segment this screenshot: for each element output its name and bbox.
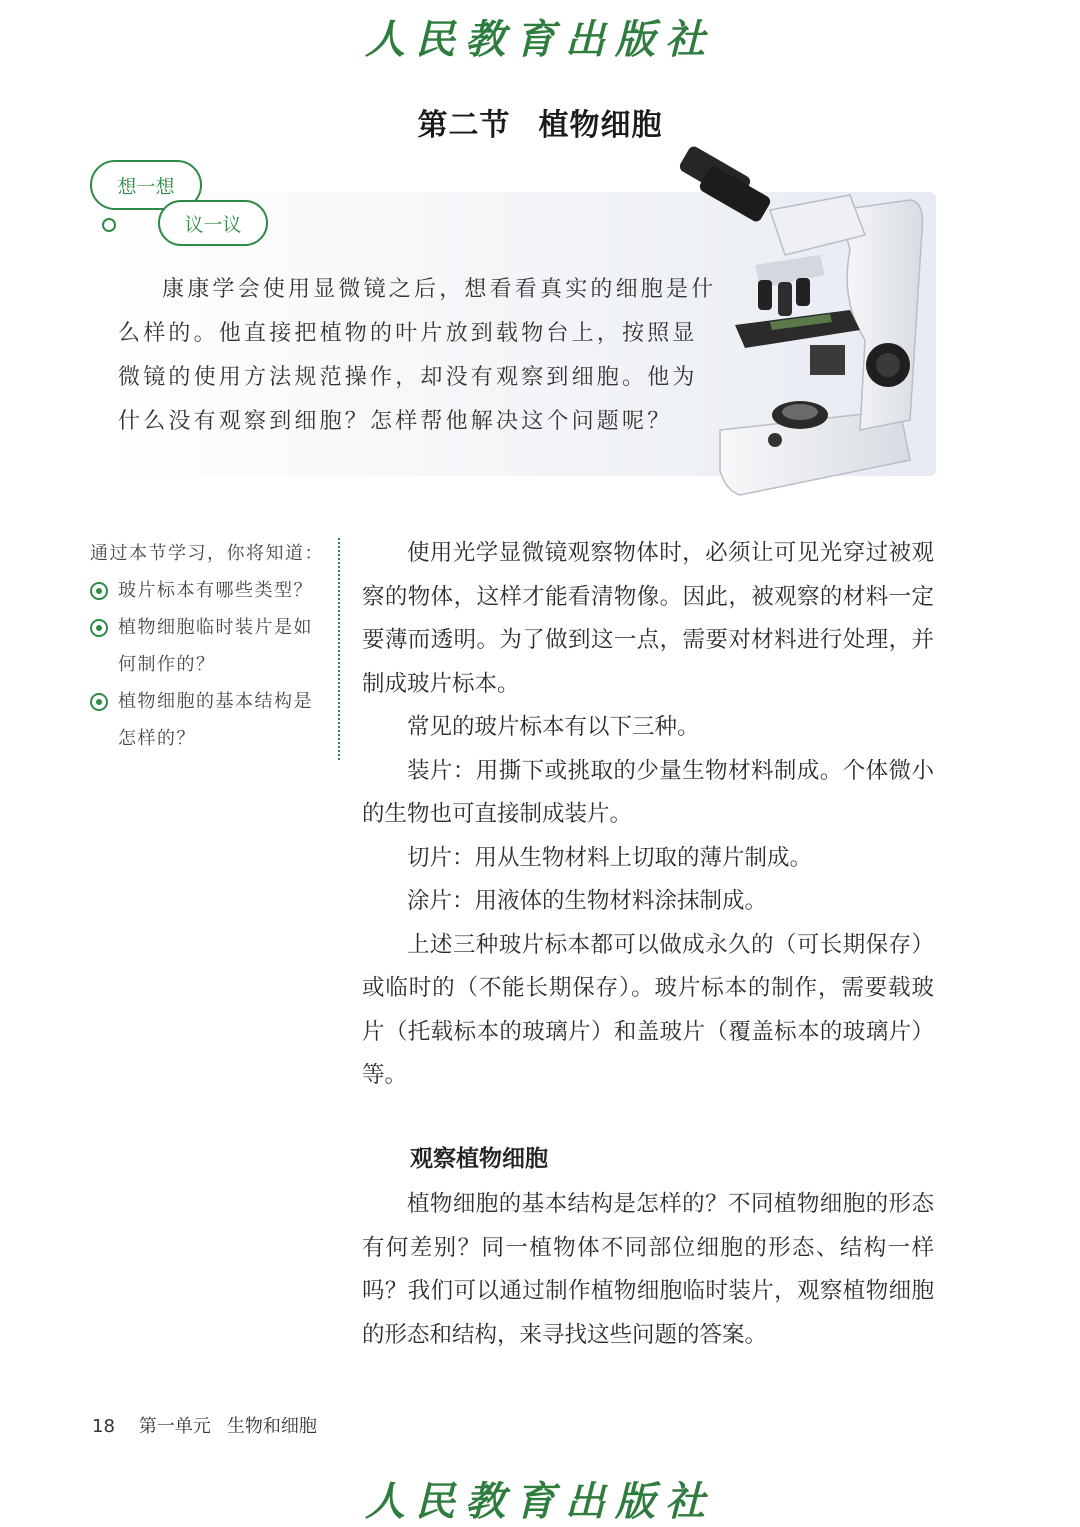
paragraph: 涂片：用液体的生物材料涂抹制成。 [407,888,768,914]
publisher-logo-bottom: 人民教育出版社 [365,1478,715,1525]
thought-bubble-dot [102,218,116,232]
section-title [0,100,1080,144]
publisher-logo-top: 人民教育出版社 [365,16,715,63]
paragraph: 切片：用从生物材料上切取的薄片制成。 [407,844,813,871]
section-name: 植物细胞 [538,108,663,143]
paragraph: 常见的玻片标本有以下三种。 [407,714,700,740]
section-number: 第二节 [417,108,511,143]
page-number: 18 [92,1416,115,1437]
page-footer [92,1412,317,1438]
paragraph: 装片：用撕下或挑取的少量生物材料制成。个体微小的生物也可直接制成装片。 [362,757,934,827]
unit-name: 生物和细胞 [226,1416,317,1437]
paragraph: 植物细胞的基本结构是怎样的？不同植物细胞的形态有何差别？同一植物体不同部位细胞的形态、结构一样吗？我们可以通过制作植物细胞临时装片，观察植物细胞的形态和结构，来寻找这些问题的答案。 [362,1191,934,1348]
sidebar-divider [338,538,340,760]
bullet-icon [90,619,108,637]
learning-goals-intro: 通过本节学习，你将知道： [90,543,324,564]
paragraph: 上述三种玻片标本都可以做成永久的（可长期保存）或临时的（不能长期保存）。玻片标本的制作，需要载玻片（托载标本的玻璃片）和盖玻片（覆盖标本的玻璃片）等。 [362,931,934,1088]
think-cloud: 想一想 [90,160,202,210]
think-box-text: 康康学会使用显微镜之后，想看看真实的细胞是什么样的。他直接把植物的叶片放到载物台上，按照显微镜的使用方法规范操作，却没有观察到细胞。他为什么没有观察到细胞？怎样帮他解决这个问题呢？ [118,277,717,434]
subsection-title: 观察植物细胞 [410,1146,548,1172]
bullet-icon [90,582,108,600]
microscope-illustration [660,140,940,500]
learning-goals-sidebar [90,535,325,757]
main-text [362,532,934,1098]
learning-goal: 植物细胞临时装片是如何制作的？ [90,609,325,683]
unit-label: 第一单元 [138,1416,211,1437]
discuss-cloud: 议一议 [158,200,268,246]
learning-goal: 玻片标本有哪些类型？ [90,572,325,609]
bullet-icon [90,693,108,711]
paragraph: 使用光学显微镜观察物体时，必须让可见光穿过被观察的物体，这样才能看清物像。因此，被观察的材料一定要薄而透明。为了做到这一点，需要对材料进行处理，并制成玻片标本。 [362,540,934,697]
subsection-text [362,1183,934,1357]
learning-goal: 植物细胞的基本结构是怎样的？ [90,683,325,757]
